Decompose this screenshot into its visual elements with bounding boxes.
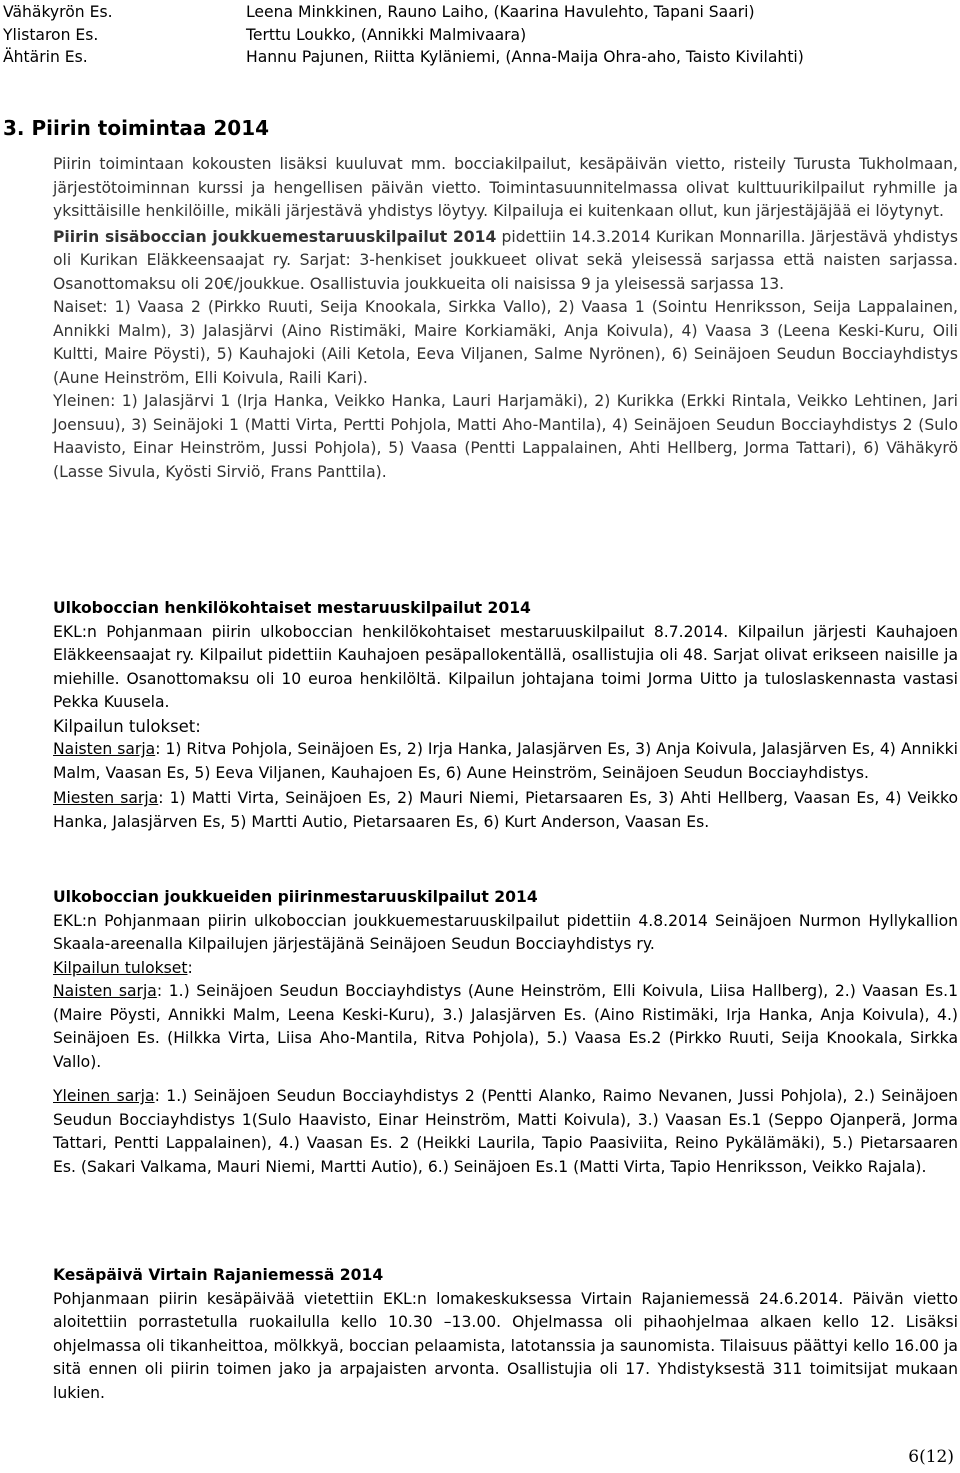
men-series-label: Miesten sarja — [53, 789, 159, 807]
team-general-results — [53, 1085, 958, 1179]
outdoor-individual-intro: EKL:n Pohjanmaan piirin ulkoboccian henkilökohtaiset mestaruuskilpailut 8.7.2014. Kilpailun järjesti Kauhajoen Eläkkeensaajat ry. Kilpailut pidettiin Kauhajoen pesäpallokentällä, osallistujia oli 48. Sarjat olivat erikseen naisille ja miehille. Osanottomaksu oli 10 euroa henkilöltä. Kilpailun johtajana toimi Jorma Uitto ja tuloslaskennasta vastasi Pekka Kuusela. — [53, 622, 958, 711]
page-number: 6(12) — [908, 1447, 954, 1467]
header-people: Hannu Pajunen, Riitta Kyläniemi, (Anna-Maija Ohra-aho, Taisto Kivilahti) — [246, 48, 804, 66]
women-series-label: Naisten sarja — [53, 740, 156, 758]
summer-day-text: Pohjanmaan piirin kesäpäivää vietettiin EKL:n lomakeskuksessa Virtain Rajaniemessä 24.6.2014. Päivän vietto aloitettiin porrastetulla ruokailulla kello 10.30 –13.00. Ohjelmassa oli pihaohjelmaa alkaen kello 12. Lisäksi ohjelmassa oli tikanheittoa, mölkkyä, boccian pelaamista, latotanssia ja saunomista. Tilaisuus päättyi kello 16.00 ja sitä ennen oli piirin toimen jako ja arpajaisten arvonta. Osallistujia oli 17. Yhdistyksestä 311 toimitsijat mukaan lukien. — [53, 1289, 958, 1402]
header-place: Vähäkyrön Es. — [3, 3, 113, 21]
outdoor-individual-block — [53, 597, 958, 834]
team-women-results — [53, 980, 958, 1074]
results-label: Kilpailun tulokset: — [53, 716, 201, 736]
section-title: 3. Piirin toimintaa 2014 — [3, 116, 270, 140]
intro-block — [53, 153, 958, 484]
team-women-text: : 1.) Seinäjoen Seudun Bocciayhdistys (Aune Heinström, Elli Koivula, Liisa Hallberg), 2.) Vaasan Es.1 (Maire Pöysti, Annikki Malm, Leena Keski-Kuru), 3.) Jalasjärven Es. (Aino Ristimäki, Irja Hanka, Anja Koivula), 4.) Seinäjoen Es. (Hilkka Virta, Liisa Aho-Mantila, Ritva Pohjola), 5.) Vaasa Es.2 (Pirkko Ruuti, Seija Knookala, Sirkka Vallo). — [53, 982, 958, 1071]
summer-day-block — [53, 1264, 958, 1405]
header-place: Ylistaron Es. — [3, 26, 99, 44]
men-series-results — [53, 787, 958, 834]
outdoor-team-intro: EKL:n Pohjanmaan piirin ulkoboccian joukkuemestaruuskilpailut pidettiin 4.8.2014 Seinäjoen Nurmon Hyllykallion Skaala-areenalla Kilpailujen järjestäjänä Seinäjoen Seudun Bocciayhdistys ry. — [53, 911, 958, 953]
team-general-text: : 1.) Seinäjoen Seudun Bocciayhdistys 2 (Pentti Alanko, Raimo Nevanen, Jussi Pohjola), 2.) Seinäjoen Seudun Bocciayhdistys 1(Sulo Haavisto, Einar Heinström, Matti Koivula), 3.) Vaasan Es.1 (Seppo Ojanperä, Jorma Tattari, Pentti Lappalainen), 4.) Vaasan Es. 2 (Heikki Laurila, Tapio Paasiviita, Reino Pykälämäki), 5.) Pietarsaaren Es. (Sakari Valkama, Mauri Niemi, Martti Autio), 6.) Seinäjoen Es.1 (Matti Virta, Tapio Henriksson, Veikko Rajala). — [53, 1087, 958, 1176]
women-series-results — [53, 738, 958, 785]
indoor-boccia-text: pidettiin 14.3.2014 Kurikan Monnarilla. Järjestävä yhdistys oli Kurikan Eläkkeensaajat ry. Sarjat: 3-henkiset joukkueet olivat sekä yleisessä sarjassa että naisten sarjassa. Osanottomaksu oli 20€/joukkue. Osallistuvia joukkueita oli naisissa 9 ja yleisessä sarjassa 13. — [53, 227, 958, 293]
outdoor-individual-title: Ulkoboccian henkilökohtaiset mestaruuskilpailut 2014 — [53, 599, 531, 617]
header-place: Ähtärin Es. — [3, 48, 88, 66]
women-results: Naiset: 1) Vaasa 2 (Pirkko Ruuti, Seija Knookala, Sirkka Vallo), 2) Vaasa 1 (Sointu Henriksson, Seija Lappalainen, Annikki Malm), 3) Jalasjärvi (Aino Ristimäki, Maire Korkiamäki, Anja Koivula), 4) Vaasa 3 (Leena Keski-Kuru, Oili Kultti, Maire Pöysti), 5) Kauhajoki (Aili Ketola, Eeva Viljanen, Salme Nyrönen), 6) Seinäjoen Seudun Bocciayhdistys (Aune Heinström, Elli Koivula, Raili Kari). — [53, 298, 958, 387]
intro-paragraph: Piirin toimintaan kokousten lisäksi kuuluvat mm. bocciakilpailut, kesäpäivän vietto, risteily Turusta Tukholmaan, järjestötoiminnan kurssi ja hengellisen päivän vietto. Toimintasuunnitelmassa olivat kulttuurikilpailut ryhmille ja yksittäisille henkilöille, mikäli järjestävä yhdistys löytyy. Kilpailuja ei kuitenkaan ollut, kun järjestäjäjää ei löytynyt. — [53, 155, 958, 220]
outdoor-team-block — [53, 886, 958, 1179]
men-series-text: : 1) Matti Virta, Seinäjoen Es, 2) Mauri Niemi, Pietarsaaren Es, 3) Ahti Hellberg, Vaasan Es, 4) Veikko Hanka, Jalasjärven Es, 5) Martti Autio, Pietarsaaren Es, 6) Kurt Anderson, Vaasan Es. — [53, 789, 958, 831]
team-results-colon: : — [187, 958, 193, 977]
team-results-label-line — [53, 957, 958, 981]
team-women-label: Naisten sarja — [53, 982, 157, 1000]
outdoor-team-title: Ulkoboccian joukkueiden piirinmestaruuskilpailut 2014 — [53, 888, 538, 906]
team-results-label: Kilpailun tulokset — [53, 958, 188, 977]
women-series-text: : 1) Ritva Pohjola, Seinäjoen Es, 2) Irja Hanka, Jalasjärven Es, 3) Anja Koivula, Jalasjärven Es, 4) Annikki Malm, Vaasan Es, 5) Eeva Viljanen, Kauhajoen Es, 6) Aune Heinström, Seinäjoen Seudun Bocciayhdistys. — [53, 740, 958, 782]
indoor-boccia-paragraph — [53, 226, 958, 297]
header-people: Terttu Loukko, (Annikki Malmivaara) — [246, 26, 527, 44]
team-general-label: Yleinen sarja — [53, 1087, 155, 1105]
general-results: Yleinen: 1) Jalasjärvi 1 (Irja Hanka, Veikko Hanka, Lauri Harjamäki), 2) Kurikka (Erkki Rintala, Veikko Lehtinen, Jari Joensuu), 3) Seinäjoki 1 (Matti Virta, Pertti Pohjola, Matti Aho-Mantila), 4) Seinäjoen Seudun Bocciayhdistys 2 (Sulo Haavisto, Einar Heinström, Jussi Pohjola), 5) Vaasa (Pentti Lappalainen, Ahti Hellberg, Jorma Tattari), 6) Vähäkyrö (Lasse Sivula, Kyösti Sirviö, Frans Panttila). — [53, 392, 958, 481]
summer-day-title: Kesäpäivä Virtain Rajaniemessä 2014 — [53, 1266, 384, 1284]
indoor-boccia-title: Piirin sisäboccian joukkuemestaruuskilpailut 2014 — [53, 227, 497, 246]
header-people: Leena Minkkinen, Rauno Laiho, (Kaarina Havulehto, Tapani Saari) — [246, 3, 755, 21]
